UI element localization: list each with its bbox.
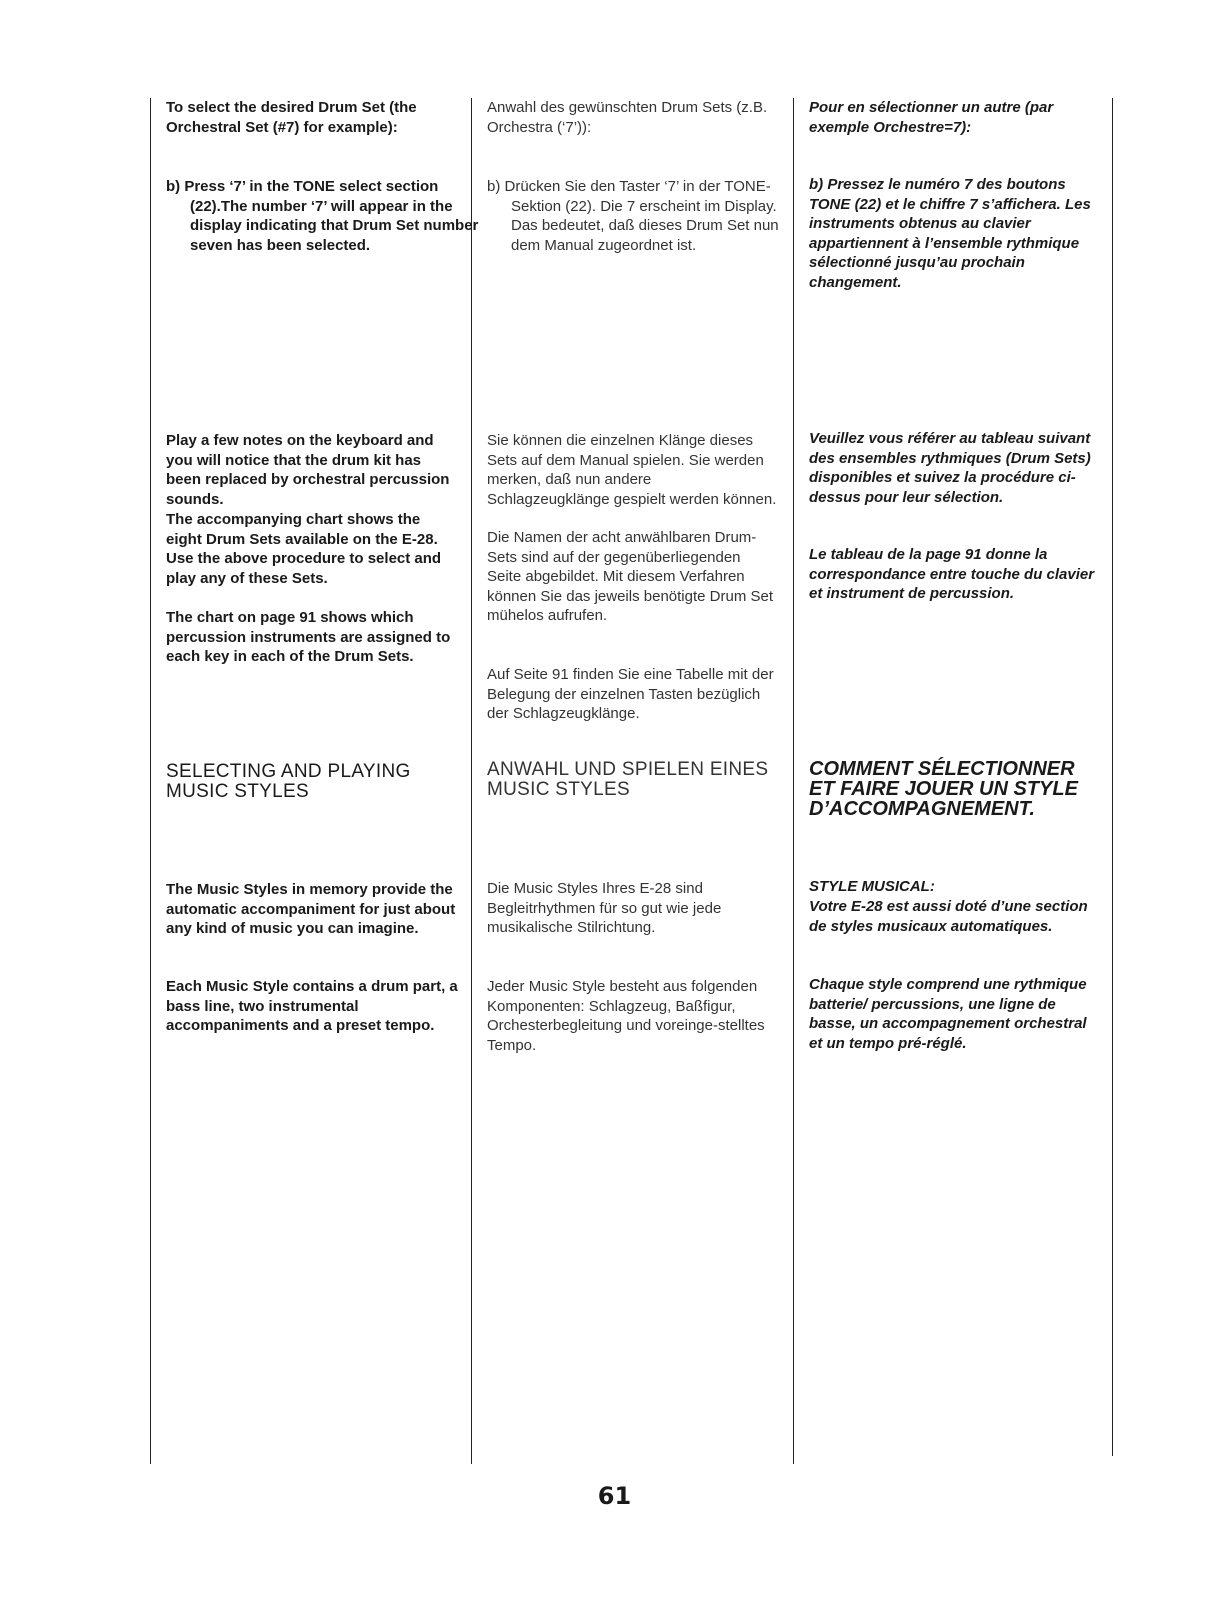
de-intro: Anwahl des gewünschten Drum Sets (z.B. Orchestra (‘7’)):: [487, 99, 768, 136]
en-page91: The chart on page 91 shows which percussion instruments are assigned to each key in each of the Drum Sets.: [166, 609, 451, 666]
column-divider-middle-right: [793, 98, 794, 1464]
en-music-styles: The Music Styles in memory provide the automatic accompaniment for just about any kind of music you can imagine.: [166, 881, 456, 938]
fr-intro: Pour en sélectionner un autre (par exemple Orchestre=7):: [809, 99, 1054, 136]
de-music-styles: Die Music Styles Ihres E-28 sind Begleitrhythmen für so gut wie jede musikalische Stilrichtung.: [487, 880, 722, 937]
en-play-notes: Play a few notes on the keyboard and you will notice that the drum kit has been replaced by orchestral percussion sounds.: [166, 432, 450, 508]
fr-music-styles: Votre E-28 est aussi doté d’une section de styles musicaux automatiques.: [809, 898, 1088, 935]
de-step-b: b) Drücken Sie den Taster ‘7’ in der TONE-Sektion (22). Die 7 erscheint im Display. Das bedeutet, daß dieses Drum Set nun dem Manual zugeordnet ist.: [487, 178, 779, 254]
de-style-contents: Jeder Music Style besteht aus folgenden Komponenten: Schlagzeug, Baßfigur, Orchesterbegleitung und voreinge-stelltes Tempo.: [487, 978, 765, 1054]
en-style-contents: Each Music Style contains a drum part, a bass line, two instrumental accompaniments and a preset tempo.: [166, 978, 458, 1035]
de-heading: ANWAHL UND SPIELEN EINES MUSIC STYLES: [487, 759, 769, 800]
de-play-notes: Sie können die einzelnen Klänge dieses Sets auf dem Manual spielen. Sie werden merken, daß nun andere Schlagzeugklänge gespielt werden können.: [487, 432, 777, 508]
en-chart-info: The accompanying chart shows the eight Drum Sets available on the E-28. Use the above procedure to select and play any of these Sets.: [166, 511, 442, 587]
fr-page91: Le tableau de la page 91 donne la correspondance entre touche du clavier et instrument de percussion.: [809, 546, 1095, 603]
en-heading: SELECTING AND PLAYING MUSIC STYLES: [166, 761, 411, 802]
fr-style-contents: Chaque style comprend une rythmique batterie/ percussions, une ligne de basse, un accompagnement orchestral et un tempo pré-réglé.: [809, 976, 1087, 1052]
column-divider-right: [1112, 98, 1113, 1456]
fr-step-b: b) Pressez le numéro 7 des boutons TONE (22) et le chiffre 7 s’affichera. Les instruments obtenus au clavier appartiennent à l’ensemble rythmique sélectionné jusqu’au prochain changement.: [809, 176, 1091, 291]
en-step-b: b) Press ‘7’ in the TONE select section (22).The number ‘7’ will appear in the display indicating that Drum Set number seven has been selected.: [166, 178, 479, 254]
fr-subheading: STYLE MUSICAL:: [809, 878, 935, 895]
de-page91: Auf Seite 91 finden Sie eine Tabelle mit der Belegung der einzelnen Tasten bezüglich der Schlagzeugklänge.: [487, 666, 774, 723]
en-intro: To select the desired Drum Set (the Orchestral Set (#7) for example):: [166, 99, 417, 136]
fr-chart-ref: Veuillez vous référer au tableau suivant des ensembles rythmiques (Drum Sets) disponibles et suivez la procédure ci-dessus pour leur sélection.: [809, 430, 1091, 506]
de-drum-set-names: Die Namen der acht anwählbaren Drum-Sets sind auf der gegenüberliegenden Seite abgebildet. Mit diesem Verfahren können Sie das jeweils benötigte Drum Set mühelos aufrufen.: [487, 529, 773, 625]
column-divider-middle-left: [471, 98, 472, 1464]
fr-heading: COMMENT SÉLECTIONNER ET FAIRE JOUER UN STYLE D’ACCOMPAGNEMENT.: [809, 758, 1078, 820]
column-divider-left: [150, 98, 151, 1464]
page-number: 61: [597, 1482, 632, 1510]
